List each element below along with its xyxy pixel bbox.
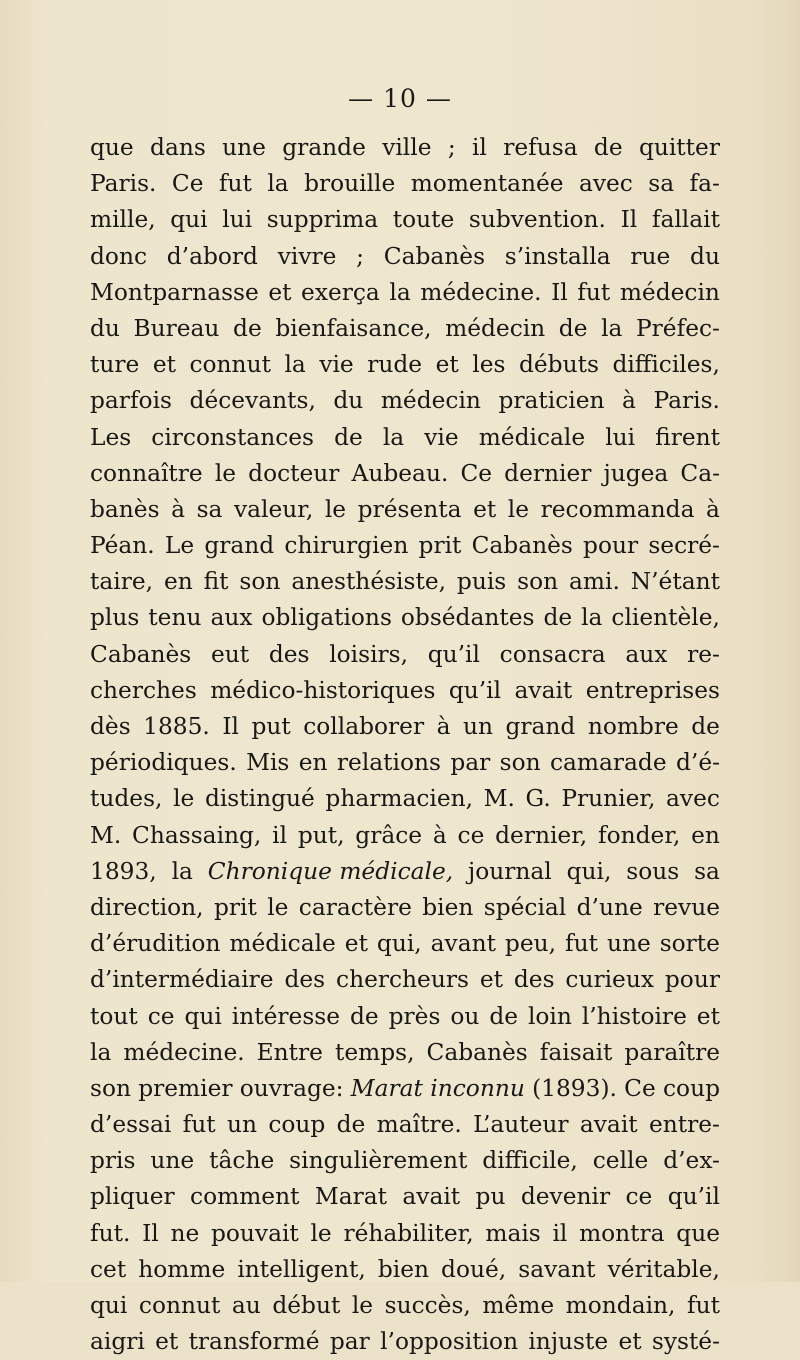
text-line: taire, en fit son anesthésiste, puis son ami. N’étant xyxy=(90,568,720,596)
text-line: ture et connut la vie rude et les débuts difficiles, xyxy=(90,351,720,379)
text-line: son premier ouvrage: Marat inconnu (1893). Ce coup xyxy=(90,1074,720,1102)
text-line: donc d’abord vivre ; Cabanès s’installa rue du xyxy=(90,242,720,270)
text-line: M. Chassaing, il put, grâce à ce dernier, fonder, en xyxy=(90,821,720,849)
text-line: tout ce qui intéresse de près ou de loin l’histoire et xyxy=(90,1002,720,1030)
text-line: parfois décevants, du médecin praticien à Paris. xyxy=(90,387,720,415)
text-line: Montparnasse et exerça la médecine. Il fut médecin xyxy=(90,278,720,306)
text-line: d’intermédiaire des chercheurs et des curieux pour xyxy=(90,966,720,994)
text-line: la médecine. Entre temps, Cabanès faisait paraître xyxy=(90,1038,720,1066)
text-line: d’essai fut un coup de maître. L’auteur avait entre- xyxy=(90,1111,720,1139)
text-line: tudes, le distingué pharmacien, M. G. Prunier, avec xyxy=(90,785,720,813)
text-line: qui connut au début le succès, même mondain, fut xyxy=(90,1292,720,1319)
text-line: Les circonstances de la vie médicale lui firent xyxy=(90,423,720,451)
text-line: Cabanès eut des loisirs, qu’il consacra aux re- xyxy=(90,640,720,668)
text-line: aigri et transformé par l’opposition injuste et systé- xyxy=(90,1328,720,1356)
text-line: d’érudition médicale et qui, avant peu, fut une sorte xyxy=(90,930,720,958)
text-line: pris une tâche singulièrement difficile, celle d’ex- xyxy=(90,1147,720,1175)
text-line: que dans une grande ville ; il refusa de quitter xyxy=(90,134,720,161)
text-line: cet homme intelligent, bien doué, savant véritable, xyxy=(90,1255,720,1283)
text-line: cherches médico-historiques qu’il avait entreprises xyxy=(90,676,720,704)
text-line: fut. Il ne pouvait le réhabiliter, mais il montra que xyxy=(90,1219,720,1247)
text-line: 1893, la Chronique médicale, journal qui, sous sa xyxy=(90,857,720,885)
text-line: du Bureau de bienfaisance, médecin de la Préfec- xyxy=(90,314,720,342)
text-line: pliquer comment Marat avait pu devenir ce qu’il xyxy=(90,1183,720,1211)
text-line: plus tenu aux obligations obsédantes de la clientèle, xyxy=(90,604,720,632)
text-line: dès 1885. Il put collaborer à un grand nombre de xyxy=(90,713,720,740)
text-line: mille, qui lui supprima toute subvention. Il fallait xyxy=(90,206,720,234)
text-line: connaître le docteur Aubeau. Ce dernier jugea Ca- xyxy=(90,459,720,487)
text-line: direction, prit le caractère bien spécial d’une revue xyxy=(90,893,720,921)
text-line: Paris. Ce fut la brouille momentanée avec sa fa- xyxy=(90,170,720,198)
text-line: Péan. Le grand chirurgien prit Cabanès pour secré- xyxy=(90,532,720,560)
text-line: banès à sa valeur, le présenta et le recommanda à xyxy=(90,495,720,523)
body-text xyxy=(90,130,720,1360)
text-line: périodiques. Mis en relations par son camarade d’é- xyxy=(90,749,720,777)
page-number: — 10 — xyxy=(348,84,452,113)
